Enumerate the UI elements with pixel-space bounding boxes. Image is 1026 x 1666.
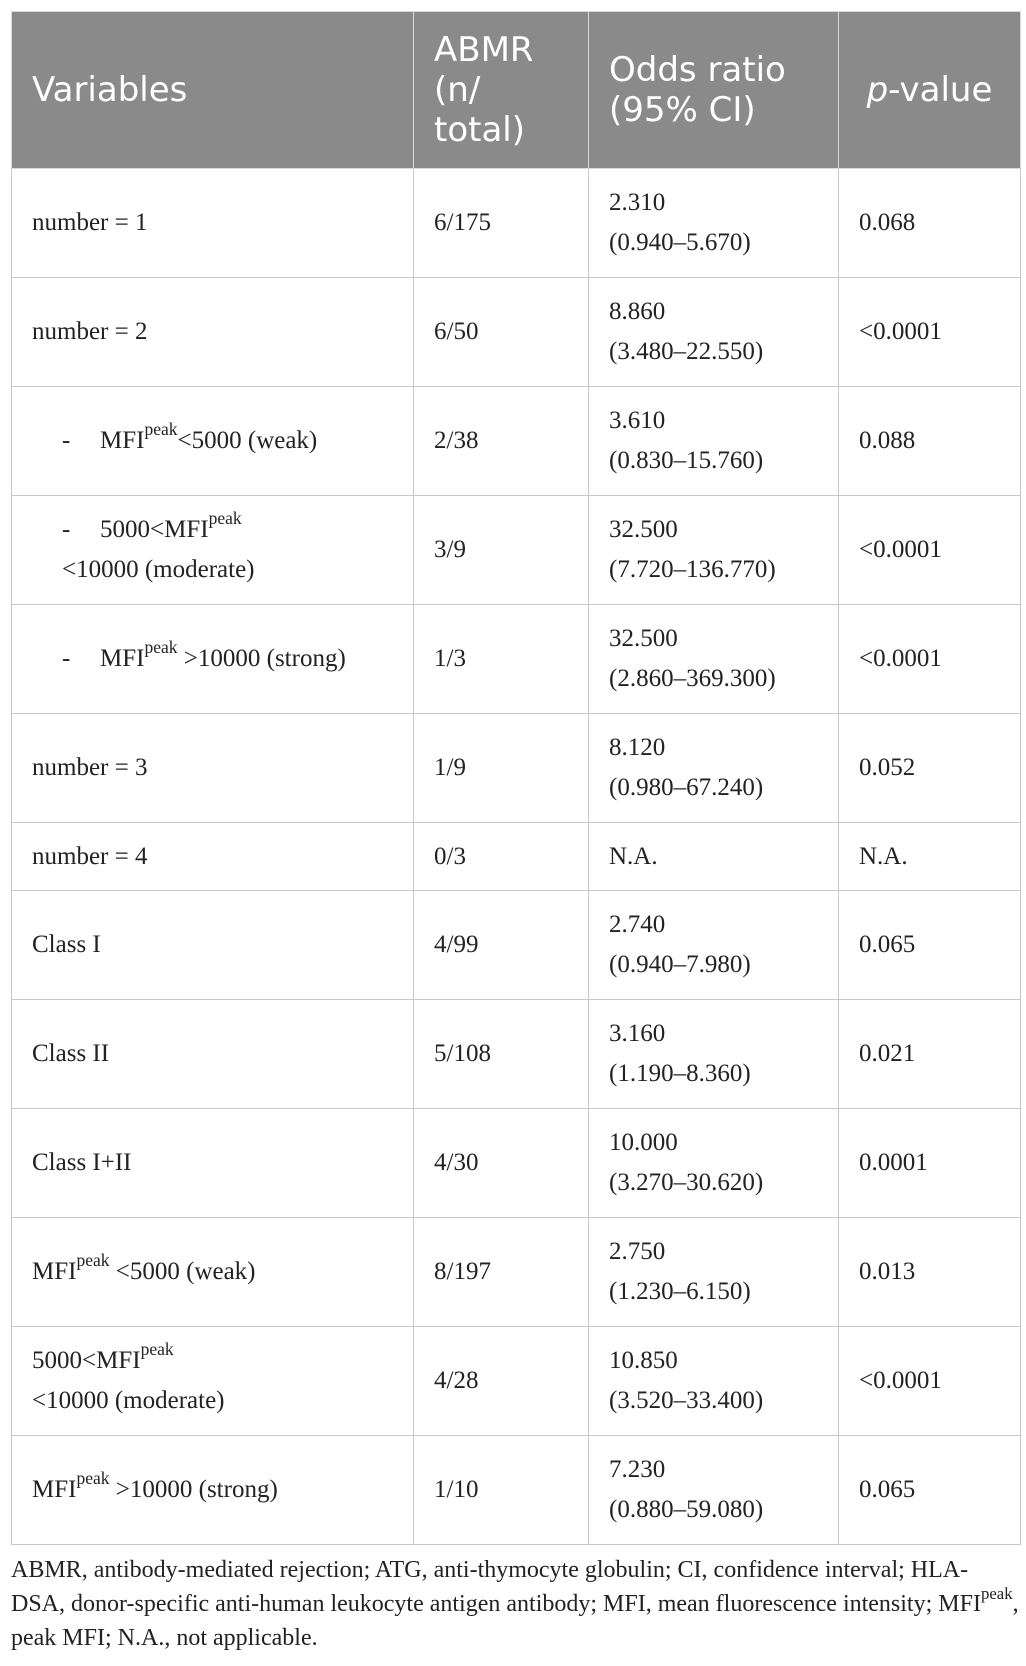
odds-ratio-ci: (1.190–8.360) <box>609 1060 751 1087</box>
cell-variable <box>12 891 414 1000</box>
variable-text: Class I <box>32 931 101 958</box>
cell-odds-ratio <box>589 605 839 714</box>
subgroup-dash: - <box>62 427 71 454</box>
odds-ratio-ci: (2.860–369.300) <box>609 665 776 692</box>
table-row <box>12 1218 1021 1327</box>
variable-text-suffix: >10000 (strong) <box>177 645 346 672</box>
table-row <box>12 1109 1021 1218</box>
odds-ratio-ci: (0.880–59.080) <box>609 1496 764 1523</box>
variable-text: number = 1 <box>32 209 148 236</box>
odds-ratio-value: 2.310 <box>609 189 666 216</box>
cell-p-value: 0.068 <box>839 169 1021 278</box>
odds-ratio-value: 2.750 <box>609 1238 666 1265</box>
header-abmr: ABMR (n/ total) <box>414 12 589 169</box>
cell-p-value: 0.013 <box>839 1218 1021 1327</box>
footnote-superscript: peak <box>980 1583 1013 1603</box>
footnote-text-2: , peak MFI; N.A., not applicable. <box>11 1591 1019 1651</box>
subgroup-label <box>32 510 255 590</box>
variable-text: MFI <box>100 645 145 672</box>
cell-abmr: 4/99 <box>414 891 589 1000</box>
cell-variable <box>12 169 414 278</box>
variable-text: MFI <box>100 427 145 454</box>
cell-odds-ratio <box>589 1436 839 1545</box>
odds-ratio-ci: (3.520–33.400) <box>609 1387 764 1414</box>
odds-ratio-ci: (0.980–67.240) <box>609 774 764 801</box>
odds-ratio-ci: (0.940–5.670) <box>609 229 751 256</box>
cell-abmr: 6/175 <box>414 169 589 278</box>
variable-text: 5000<MFI <box>100 516 209 543</box>
table-row <box>12 891 1021 1000</box>
cell-p-value: N.A. <box>839 823 1021 891</box>
odds-ratio-value: 2.740 <box>609 911 666 938</box>
table-row <box>12 1000 1021 1109</box>
cell-p-value: 0.065 <box>839 1436 1021 1545</box>
variable-text: number = 4 <box>32 842 148 870</box>
cell-variable <box>12 1218 414 1327</box>
cell-variable <box>12 278 414 387</box>
odds-ratio-value: 32.500 <box>609 516 678 543</box>
odds-ratio-value: 10.850 <box>609 1347 678 1374</box>
cell-odds-ratio <box>589 1218 839 1327</box>
cell-variable <box>12 1436 414 1545</box>
cell-p-value: <0.0001 <box>839 278 1021 387</box>
variable-text: 5000<MFI <box>32 1347 141 1374</box>
table-footnote <box>11 1553 1020 1655</box>
cell-abmr: 4/28 <box>414 1327 589 1436</box>
cell-odds-ratio <box>589 278 839 387</box>
cell-odds-ratio <box>589 823 839 891</box>
cell-abmr: 1/10 <box>414 1436 589 1545</box>
cell-p-value: <0.0001 <box>839 496 1021 605</box>
results-table-container <box>11 11 1020 1545</box>
variable-superscript: peak <box>144 419 178 440</box>
cell-p-value: 0.0001 <box>839 1109 1021 1218</box>
header-variables: Variables <box>12 12 414 169</box>
cell-variable <box>12 605 414 714</box>
cell-variable <box>12 496 414 605</box>
odds-ratio-value: 7.230 <box>609 1456 666 1483</box>
cell-abmr: 5/108 <box>414 1000 589 1109</box>
cell-odds-ratio <box>589 1109 839 1218</box>
subgroup-dash: - <box>62 645 71 672</box>
table-row <box>12 278 1021 387</box>
table-row <box>12 1436 1021 1545</box>
table-row <box>12 387 1021 496</box>
variable-text-suffix: <5000 (weak) <box>177 427 318 454</box>
cell-variable <box>12 823 414 891</box>
variable-text: Class II <box>32 1040 110 1067</box>
table-row <box>12 605 1021 714</box>
odds-ratio-ci: (0.940–7.980) <box>609 951 751 978</box>
header-odds-ratio: Odds ratio (95% CI) <box>589 12 839 169</box>
cell-abmr: 0/3 <box>414 823 589 891</box>
variable-text: Class I+II <box>32 1149 132 1176</box>
cell-abmr: 1/3 <box>414 605 589 714</box>
cell-variable <box>12 387 414 496</box>
cell-p-value: 0.088 <box>839 387 1021 496</box>
cell-abmr: 8/197 <box>414 1218 589 1327</box>
header-p-value <box>839 12 1021 169</box>
cell-p-value: <0.0001 <box>839 1327 1021 1436</box>
cell-variable <box>12 1109 414 1218</box>
variable-superscript: peak <box>144 637 178 658</box>
cell-odds-ratio <box>589 387 839 496</box>
cell-odds-ratio <box>589 169 839 278</box>
footnote-text-1: ABMR, antibody-mediated rejection; ATG, anti-thymocyte globulin; CI, confidence interval; HLA-DSA, donor-specific anti-human leukocyte antigen antibody; MFI, mean fluorescence intensity; MFI <box>11 1557 981 1617</box>
table-body <box>12 169 1021 1545</box>
table-row <box>12 1327 1021 1436</box>
variable-text: MFI <box>32 1476 77 1503</box>
subgroup-dash: - <box>62 516 71 543</box>
odds-ratio-value: 32.500 <box>609 625 678 652</box>
odds-ratio-ci: (3.480–22.550) <box>609 338 764 365</box>
cell-p-value: 0.021 <box>839 1000 1021 1109</box>
table-header-row <box>12 12 1021 169</box>
cell-odds-ratio <box>589 1000 839 1109</box>
cell-variable <box>12 714 414 823</box>
variable-text-suffix: >10000 (strong) <box>109 1476 278 1503</box>
table-row <box>12 169 1021 278</box>
variable-text-line2: <10000 (moderate) <box>32 1387 225 1414</box>
results-table <box>11 11 1021 1545</box>
cell-abmr: 4/30 <box>414 1109 589 1218</box>
variable-superscript: peak <box>140 1339 174 1360</box>
variable-text-suffix: <5000 (weak) <box>109 1258 256 1285</box>
variable-superscript: peak <box>76 1250 110 1271</box>
table-row <box>12 823 1021 891</box>
table-row <box>12 496 1021 605</box>
variable-superscript: peak <box>208 508 242 529</box>
header-p-italic: p <box>866 70 889 110</box>
variable-text: number = 2 <box>32 318 148 345</box>
odds-ratio-value: 8.860 <box>609 298 666 325</box>
subgroup-label <box>32 421 317 461</box>
odds-ratio-ci: (7.720–136.770) <box>609 556 776 583</box>
cell-p-value: <0.0001 <box>839 605 1021 714</box>
cell-odds-ratio <box>589 1327 839 1436</box>
cell-variable <box>12 1327 414 1436</box>
cell-abmr: 2/38 <box>414 387 589 496</box>
odds-ratio-ci: (3.270–30.620) <box>609 1169 764 1196</box>
cell-odds-ratio <box>589 714 839 823</box>
variable-text-line2: <10000 (moderate) <box>62 556 255 583</box>
odds-ratio-value: 8.120 <box>609 734 666 761</box>
cell-odds-ratio <box>589 496 839 605</box>
cell-p-value: 0.065 <box>839 891 1021 1000</box>
odds-ratio-value: 3.610 <box>609 407 666 434</box>
cell-abmr: 1/9 <box>414 714 589 823</box>
subgroup-label <box>32 639 346 679</box>
variable-text: number = 3 <box>32 754 148 781</box>
odds-ratio-ci: (1.230–6.150) <box>609 1278 751 1305</box>
cell-p-value: 0.052 <box>839 714 1021 823</box>
cell-variable <box>12 1000 414 1109</box>
header-p-rest: -value <box>888 70 993 110</box>
odds-ratio-value: 10.000 <box>609 1129 678 1156</box>
variable-superscript: peak <box>76 1468 110 1489</box>
cell-abmr: 6/50 <box>414 278 589 387</box>
odds-ratio-value: 3.160 <box>609 1020 666 1047</box>
table-row <box>12 714 1021 823</box>
odds-ratio-value: N.A. <box>609 842 658 870</box>
cell-abmr: 3/9 <box>414 496 589 605</box>
variable-text: MFI <box>32 1258 77 1285</box>
cell-odds-ratio <box>589 891 839 1000</box>
odds-ratio-ci: (0.830–15.760) <box>609 447 764 474</box>
